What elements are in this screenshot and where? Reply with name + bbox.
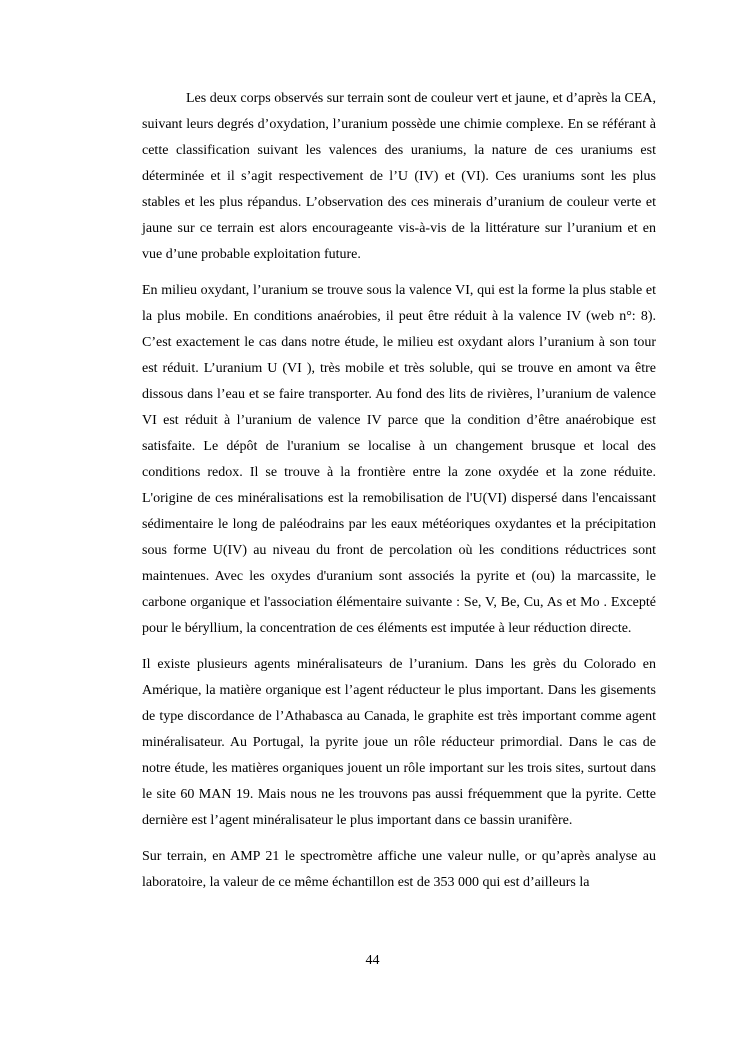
paragraph-field-measurement: Sur terrain, en AMP 21 le spectromètre affiche une valeur nulle, or qu’après analyse au laboratoire, la valeur de ce même échantillon est de 353 000 qui est d’ailleurs la [142,849,656,890]
page-number: 44 [365,953,380,968]
body-text [142,86,656,896]
paragraph-uranium-colors: Les deux corps observés sur terrain sont de couleur vert et jaune, et d’après la CEA, suivant leurs degrés d’oxydation, l’uranium possède une chimie complexe. En se référant à cette classification suivant les valences des uraniums, la nature de ces uraniums est déterminée et il s’agit respectivement de l’U (IV) et (VI). Ces uraniums sont les plus stables et les plus répandus. L’observation des ces minerais d’uranium de couleur verte et jaune sur ce terrain est alors encourageante vis-à-vis de la littérature sur l’uranium et en vue d’une probable exploitation future. [142,91,657,262]
paragraph-mineralizing-agents: Il existe plusieurs agents minéralisateurs de l’uranium. Dans les grès du Colorado en Amérique, la matière organique est l’agent réducteur le plus important. Dans les gisements de type discordance de l’Athabasca au Canada, le graphite est très important comme agent minéralisateur. Au Portugal, la pyrite joue un rôle réducteur primordial. Dans le cas de notre étude, les matières organiques jouent un rôle important sur les trois sites, surtout dans le site 60 MAN 19. Mais nous ne les trouvons pas aussi fréquemment que la pyrite. Cette dernière est l’agent minéralisateur le plus important dans ce bassin uranifère. [142,657,656,828]
paragraph-oxidizing-environment: En milieu oxydant, l’uranium se trouve sous la valence VI, qui est la forme la plus stable et la plus mobile. En conditions anaérobies, il peut être réduit à la valence IV (web n°: 8). C’est exactement le cas dans notre étude, le milieu est oxydant alors l’uranium à son tour est réduit. L’uranium U (VI ), très mobile et très soluble, qui se trouve en amont va être dissous dans l’eau et se faire transporter. Au fond des lits de rivières, l’uranium de valence VI est réduit à l’uranium de valence IV parce que la condition d’être anaérobique est satisfaite. Le dépôt de l'uranium se localise à un changement brusque et local des conditions redox. Il se trouve à la frontière entre la zone oxydée et la zone réduite. L'origine de ces minéralisations est la remobilisation de l'U(VI) dispersé dans l'encaissant sédimentaire le long de paléodrains par les eaux météoriques oxydantes et la précipitation sous forme U(IV) au niveau du front de percolation où les conditions réductrices sont maintenues. Avec les oxydes d'uranium sont associés la pyrite et (ou) la marcassite, le carbone organique et l'association élémentaire suivante : Se, V, Be, Cu, As et Mo . Excepté pour le béryllium, la concentration de ces éléments est imputée à leur réduction directe. [142,283,656,636]
